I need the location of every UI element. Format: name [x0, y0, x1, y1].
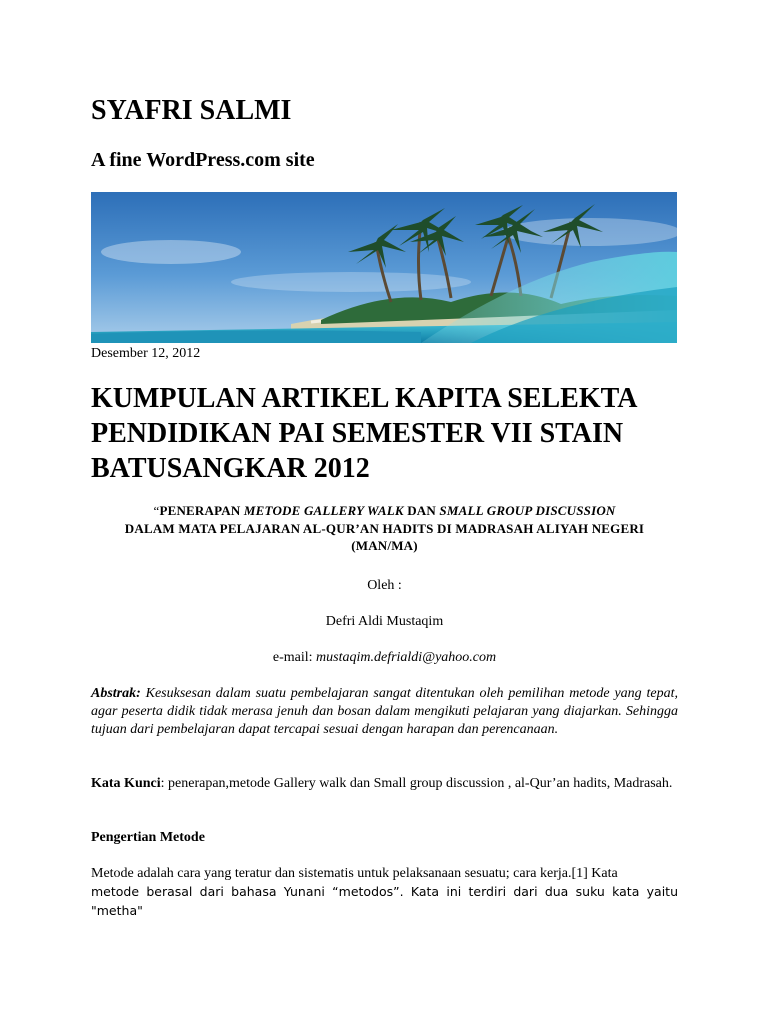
site-tagline: A fine WordPress.com site — [91, 149, 315, 171]
subtitle-part-5: DALAM MATA PELAJARAN AL-QUR’AN HADITS DI MADRASAH ALIYAH NEGERI (MAN/MA) — [124, 520, 645, 553]
abstract-label: Abstrak: — [91, 686, 141, 701]
author-email — [91, 649, 678, 667]
subtitle-quote-mark: “ — [153, 503, 160, 518]
subtitle-part-3: DAN — [403, 503, 440, 518]
body-text-line-1: Metode adalah cara yang teratur dan sistematis untuk pelaksanaan sesuatu; cara kerja.[1] Kata — [91, 866, 618, 881]
article-subtitle — [91, 502, 678, 555]
subtitle-part-2: METODE GALLERY WALK — [243, 503, 404, 518]
subtitle-part-4: SMALL GROUP DISCUSSION — [439, 503, 616, 518]
author-label: Oleh : — [367, 578, 402, 593]
author-name: Defri Aldi Mustaqim — [325, 614, 444, 629]
keywords-text: : penerapan,metode Gallery walk dan Small group discussion , al-Qur’an hadits, Madrasah. — [160, 776, 673, 791]
beach-palm-banner-image — [91, 192, 677, 343]
abstract-text: Kesuksesan dalam suatu pembelajaran sangat ditentukan oleh pemilihan metode yang tepat, agar peserta didik tidak merasa jenuh dan bosan dalam mengikuti pelajaran yang diajarkan. Sehingga tujuan dari pembelajaran dapat tercapai sesuai dengan harapan dan perencanaan. — [91, 686, 678, 737]
site-title[interactable]: SYAFRI SALMI — [91, 95, 292, 126]
keywords-paragraph — [91, 775, 678, 793]
keywords-label: Kata Kunci — [91, 776, 161, 791]
email-address-link[interactable]: mustaqim.defrialdi@yahoo.com — [316, 650, 497, 665]
body-paragraph — [91, 865, 678, 921]
email-label: e-mail: — [272, 650, 317, 665]
subtitle-part-1: PENERAPAN — [159, 503, 244, 518]
section-heading: Pengertian Metode — [91, 830, 205, 845]
abstract-paragraph — [91, 685, 678, 739]
post-title[interactable]: KUMPULAN ARTIKEL KAPITA SELEKTA PENDIDIKAN PAI SEMESTER VII STAIN BATUSANGKAR 2012 — [91, 383, 636, 484]
body-text-line-2: metode berasal dari bahasa Yunani “metodos”. Kata ini terdiri dari dua suku kata yaitu "metha" — [91, 884, 678, 918]
post-date: Desember 12, 2012 — [91, 346, 201, 361]
